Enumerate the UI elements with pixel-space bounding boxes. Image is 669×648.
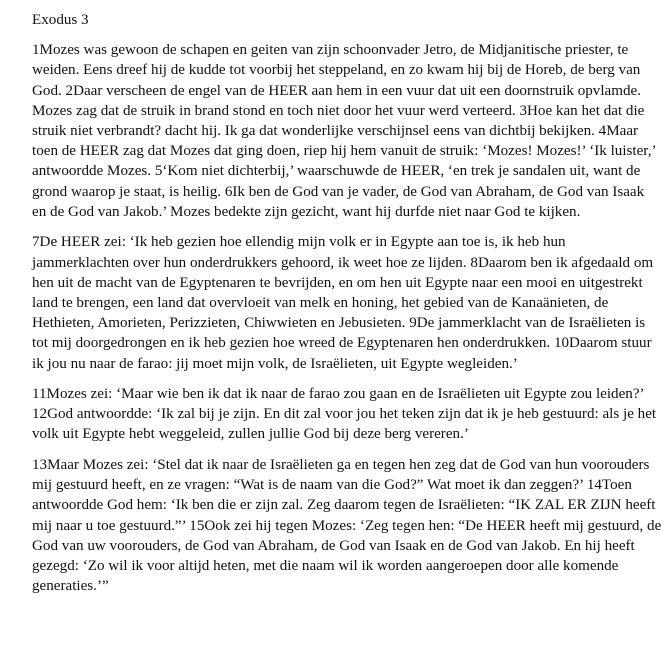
chapter-title: Exodus 3 <box>32 12 89 28</box>
document-page <box>32 10 662 607</box>
paragraph-verses-13-15: 13Maar Mozes zei: ‘Stel dat ik naar de Israëlieten ga en tegen hen zeg dat de God van hun voorouders mij gestuurd heeft, en ze vragen: “Wat is de naam van die God?” Wat moet ik dan zeggen?’ 14Toen antwoordde God hem: ‘Ik ben die er zijn zal. Zeg daarom tegen de Israëlieten: “IK ZAL ER ZIJN heeft mij naar u toe gestuurd.”’ 15Ook zei hij tegen Mozes: ‘Zeg tegen hen: “De HEER heeft mij gestuurd, de God van uw voorouders, de God van Abraham, de God van Isaak en de God van Jakob. En hij heeft gezegd: ‘Zo wil ik voor altijd heten, met die naam wil ik worden aangeroepen door alle komende generaties.’” <box>32 456 662 595</box>
paragraph-verses-7-10: 7De HEER zei: ‘Ik heb gezien hoe ellendig mijn volk er in Egypte aan toe is, ik heb hun jammerklachten over hun onderdrukkers gehoord, ik weet hoe ze lijden. 8Daarom ben ik afgedaald om hen uit de macht van de Egyptenaren te bevrijden, en om hen uit Egypte naar een mooi en uitgestrekt land te brengen, een land dat overvloeit van melk en honing, het gebied van de Kanaänieten, de Hethieten, Amorieten, Perizzieten, Chiwwieten en Jebusieten. 9De jammerklacht van de Israëlieten is tot mij doorgedrongen en ik heb gezien hoe wreed de Egyptenaren hen onderdrukken. 10Daarom stuur ik jou nu naar de farao: jij moet mijn volk, de Israëlieten, uit Egypte wegleiden.’ <box>32 234 654 372</box>
paragraph-verses-1-6: 1Mozes was gewoon de schapen en geiten van zijn schoonvader Jetro, de Midjanitische priester, te weiden. Eens dreef hij de kudde tot voorbij het steppeland, en zo kwam hij bij de Horeb, de berg van God. 2Daar verscheen de engel van de HEER aan hem in een vuur dat uit een doornstruik opvlamde. Mozes zag dat de struik in brand stond en toch niet door het vuur werd verteerd. 3Hoe kan het dat die struik niet verbrandt? dacht hij. Ik ga dat wonderlijke verschijnsel eens van dichtbij bekijken. 4Maar toen de HEER zag dat Mozes dat ging doen, riep hij hem vanuit de struik: ‘Mozes! Mozes!’ ‘Ik luister,’ antwoordde Mozes. 5‘Kom niet dichterbij,’ waarschuwde de HEER, ‘en trek je sandalen uit, want de grond waarop je staat, is heilig. 6Ik ben de God van je vader, de God van Abraham, de God van Isaak en de God van Jakob.’ Mozes bedekte zijn gezicht, want hij durfde niet naar God te kijken. <box>32 42 656 220</box>
paragraph-verses-11-12: 11Mozes zei: ‘Maar wie ben ik dat ik naar de farao zou gaan en de Israëlieten uit Egypte zou leiden?’ 12God antwoordde: ‘Ik zal bij je zijn. En dit zal voor jou het teken zijn dat ik je heb gestuurd: als je het volk uit Egypte hebt weggeleid, zullen jullie God bij deze berg vereren.’ <box>32 386 657 443</box>
